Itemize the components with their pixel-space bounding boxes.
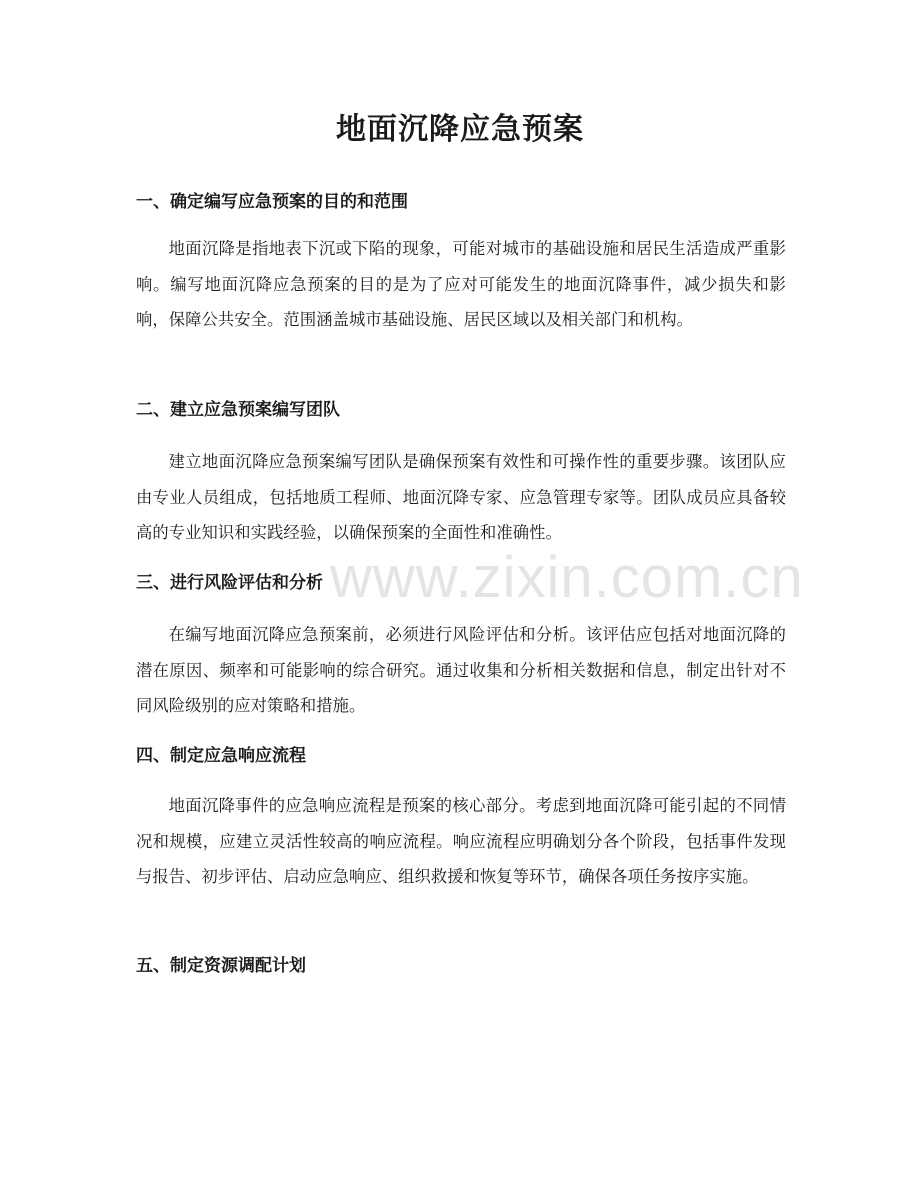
section-heading-3: 三、进行风险评估和分析 xyxy=(136,573,323,593)
section-paragraph-3: 在编写地面沉降应急预案前，必须进行风险评估和分析。该评估应包括对地面沉降的潜在原因、频率和可能影响的综合研究。通过收集和分析相关数据和信息，制定出针对不同风险级别的应对策略和措施。 xyxy=(136,625,786,716)
section-paragraph-4: 地面沉降事件的应急响应流程是预案的核心部分。考虑到地面沉降可能引起的不同情况和规模，应建立灵活性较高的响应流程。响应流程应明确划分各个阶段，包括事件发现与报告、初步评估、启动应急响应、组织救援和恢复等环节，确保各项任务按序实施。 xyxy=(136,796,786,887)
page-title: 地面沉降应急预案 xyxy=(336,112,584,147)
section-heading-2: 二、建立应急预案编写团队 xyxy=(136,400,340,420)
section-paragraph-2: 建立地面沉降应急预案编写团队是确保预案有效性和可操作性的重要步骤。该团队应由专业人员组成，包括地质工程师、地面沉降专家、应急管理专家等。团队成员应具备较高的专业知识和实践经验，以确保预案的全面性和准确性。 xyxy=(136,452,786,543)
section-paragraph-1: 地面沉降是指地表下沉或下陷的现象，可能对城市的基础设施和居民生活造成严重影响。编写地面沉降应急预案的目的是为了应对可能发生的地面沉降事件，减少损失和影响，保障公共安全。范围涵盖城市基础设施、居民区域以及相关部门和机构。 xyxy=(136,239,786,330)
section-heading-5: 五、制定资源调配计划 xyxy=(136,956,306,976)
section-heading-1: 一、确定编写应急预案的目的和范围 xyxy=(136,192,408,212)
section-heading-4: 四、制定应急响应流程 xyxy=(136,746,306,766)
watermark: www.zixin.com.cn xyxy=(330,545,804,610)
